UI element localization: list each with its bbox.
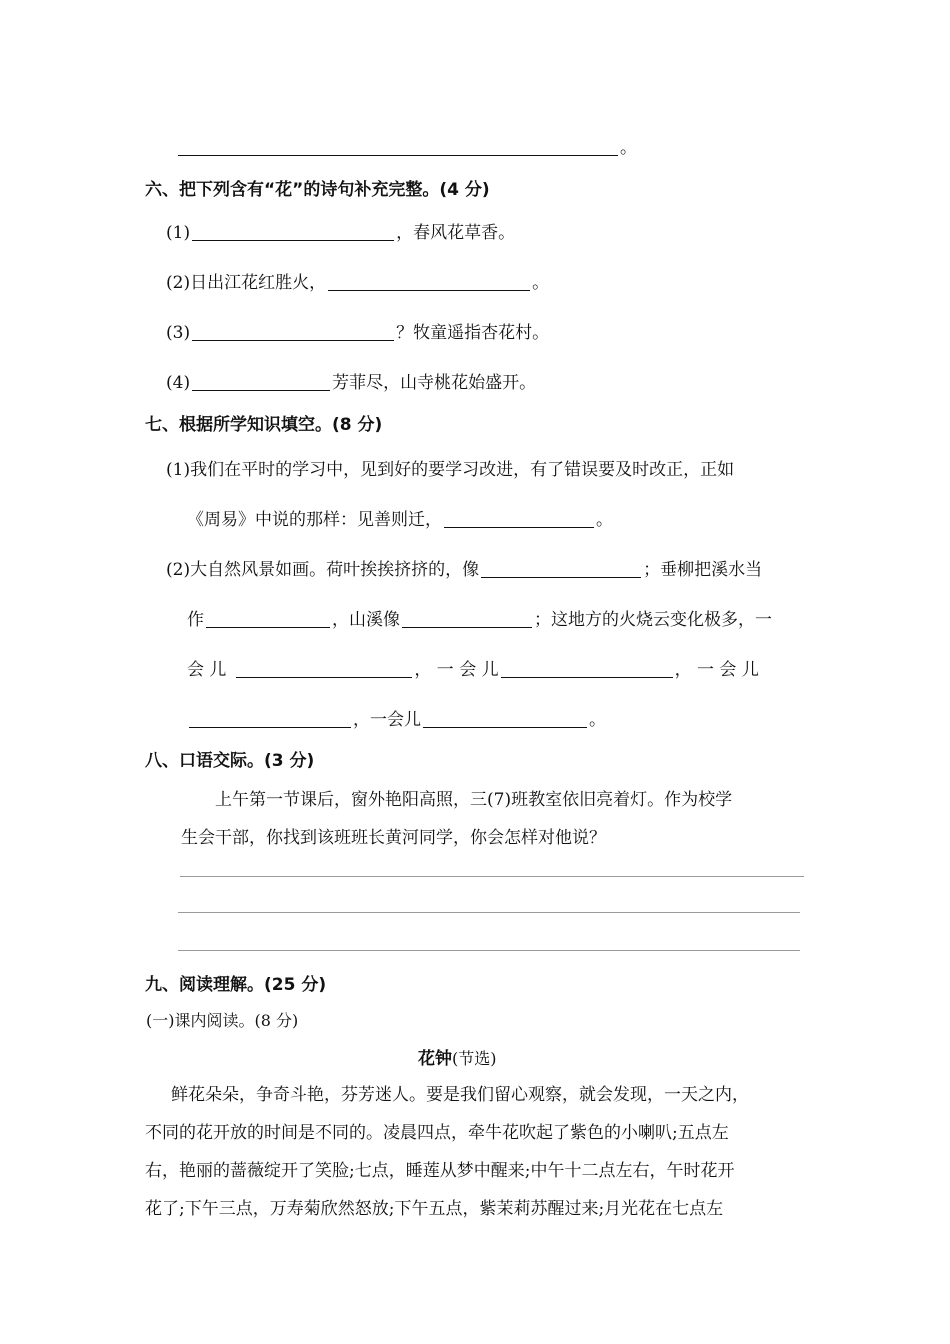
s7-question-2-line-4: ，一会儿 。 xyxy=(187,705,606,730)
s8-prompt-line-2: 生会干部，你找到该班班长黄河同学，你会怎样对他说？ xyxy=(181,828,606,848)
s7-question-2-line-3: 会 儿 ， 一 会 儿 ， 一 会 儿 xyxy=(187,660,759,680)
answer-blank[interactable] xyxy=(402,626,532,628)
answer-blank[interactable] xyxy=(189,726,351,728)
answer-blank[interactable] xyxy=(206,626,330,628)
s8-prompt-line-1: 上午第一节课后，窗外艳阳高照，三(7)班教室依旧亮着灯。作为校学 xyxy=(215,790,733,810)
answer-blank[interactable] xyxy=(501,676,673,678)
answer-blank[interactable] xyxy=(444,526,594,528)
s6-question-2: (2)日出江花红胜火， 。 xyxy=(166,273,550,293)
s7-question-2-line-2: 作 ，山溪像 ；这地方的火烧云变化极多，一 xyxy=(187,610,772,630)
answer-blank[interactable] xyxy=(236,676,412,678)
answer-rule-2[interactable] xyxy=(178,912,800,913)
section-6-title: 六、把下列含有“花”的诗句补充完整。(4 分) xyxy=(145,180,490,200)
answer-blank[interactable] xyxy=(423,726,587,728)
s7-question-2-line-1: (2)大自然风景如画。荷叶挨挨挤挤的，像 ；垂柳把溪水当 xyxy=(166,560,763,580)
s7-question-1-line-1: (1)我们在平时的学习中，见到好的要学习改进，有了错误要及时改正，正如 xyxy=(166,460,735,480)
top-answer-line[interactable]: 。 xyxy=(176,133,637,158)
section-7-title: 七、根据所学知识填空。(8 分) xyxy=(145,415,383,435)
answer-blank[interactable] xyxy=(178,154,618,156)
s6-question-4: (4) 芳菲尽，山寺桃花始盛开。 xyxy=(166,373,537,393)
answer-blank[interactable] xyxy=(192,389,330,391)
passage-line-4: 花了;下午三点，万寿菊欣然怒放;下午五点，紫茉莉苏醒过来;月光花在七点左 xyxy=(145,1199,724,1219)
s9-subsection-title: (一)课内阅读。(8 分) xyxy=(146,1011,299,1030)
answer-rule-1[interactable] xyxy=(180,876,804,877)
s6-question-3: (3) ？牧童遥指杏花村。 xyxy=(166,323,550,343)
s6-question-1: (1) ，春风花草香。 xyxy=(166,223,516,243)
passage-title: 花钟(节选) xyxy=(418,1049,497,1069)
answer-blank[interactable] xyxy=(481,576,641,578)
answer-blank[interactable] xyxy=(192,339,394,341)
passage-line-3: 右，艳丽的蔷薇绽开了笑脸;七点，睡莲从梦中醒来;中午十二点左右，午时花开 xyxy=(145,1161,735,1181)
section-9-title: 九、阅读理解。(25 分) xyxy=(145,975,327,995)
answer-blank[interactable] xyxy=(192,239,394,241)
s7-question-1-line-2: 《周易》中说的那样：见善则迁， 。 xyxy=(187,510,613,530)
answer-rule-3[interactable] xyxy=(178,950,800,951)
passage-line-2: 不同的花开放的时间是不同的。凌晨四点，牵牛花吹起了紫色的小喇叭;五点左 xyxy=(145,1123,729,1143)
answer-blank[interactable] xyxy=(328,289,530,291)
section-8-title: 八、口语交际。(3 分) xyxy=(145,751,315,771)
passage-line-1: 鲜花朵朵，争奇斗艳，芬芳迷人。要是我们留心观察，就会发现，一天之内， xyxy=(171,1085,749,1105)
